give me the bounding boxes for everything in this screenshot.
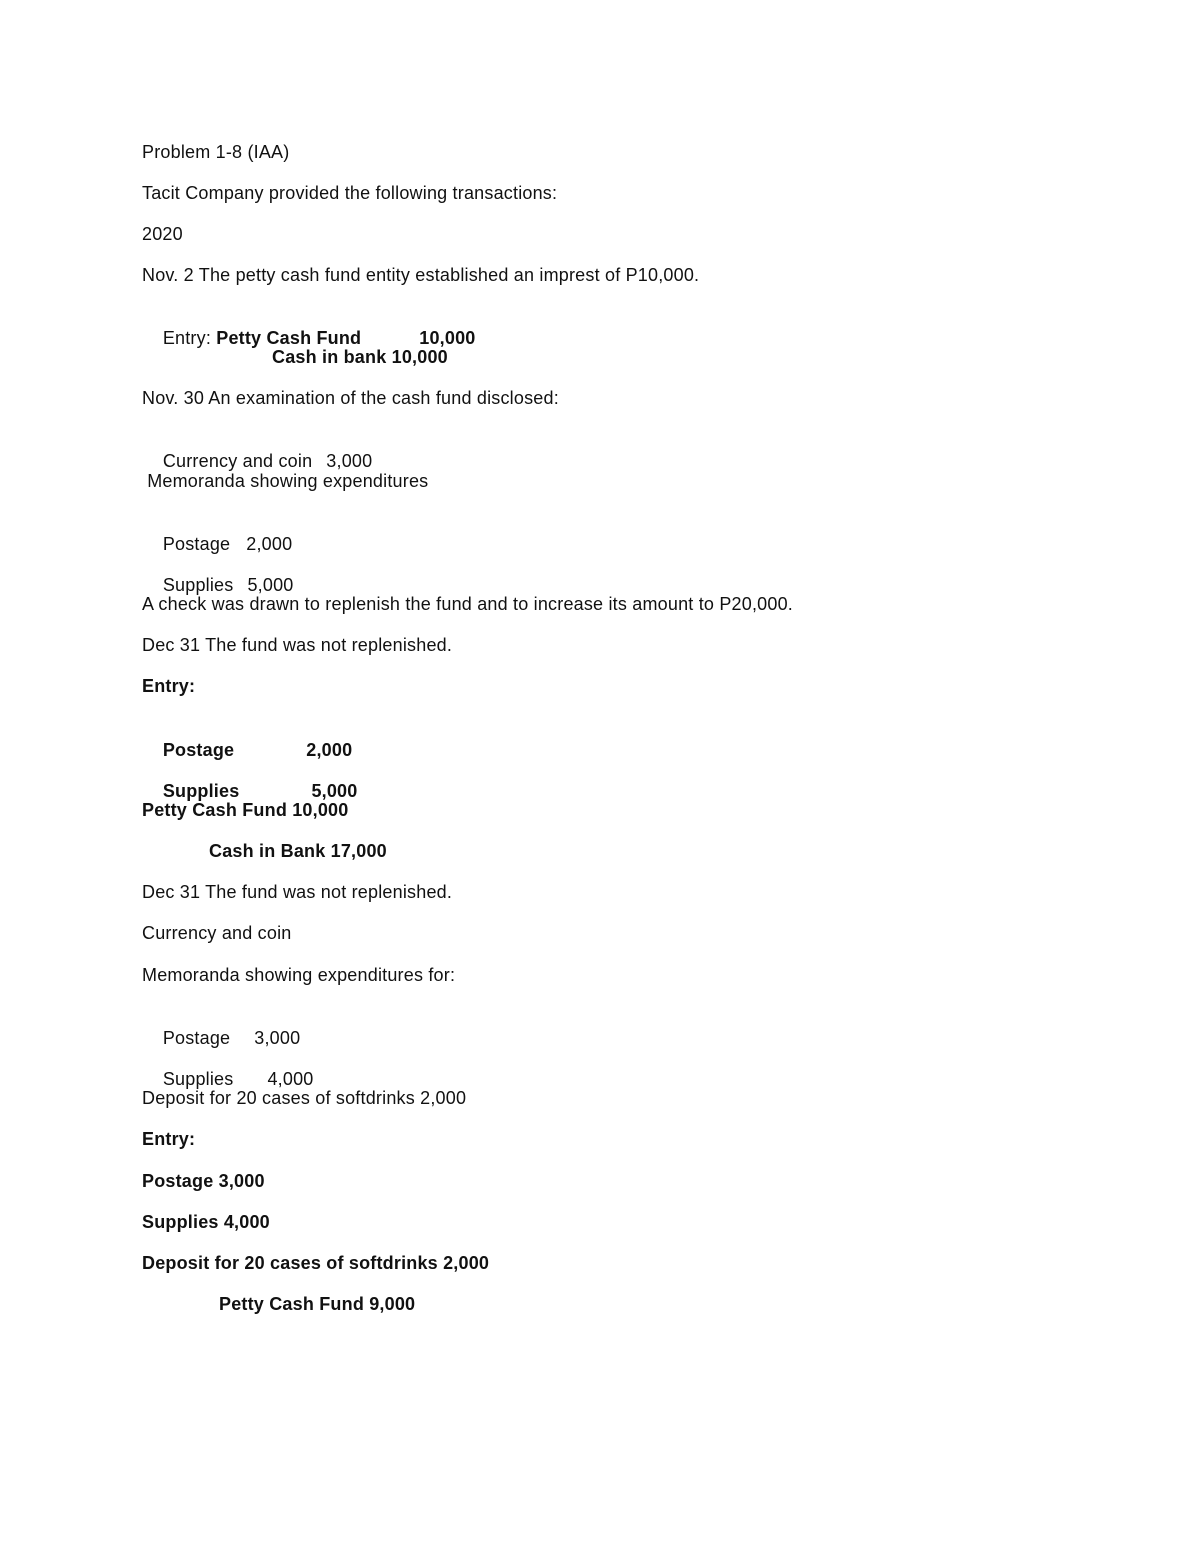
- entry2-credit-line: Cash in Bank 17,000: [209, 841, 387, 861]
- entry3-deposit-line: Deposit for 20 cases of softdrinks 2,000: [142, 1253, 490, 1273]
- memoranda-for-heading: Memoranda showing expenditures for:: [142, 965, 456, 985]
- supplies-label-2: Supplies: [162, 1069, 234, 1089]
- entry3-supplies-line: Supplies 4,000: [142, 1212, 270, 1232]
- deposit-line: Deposit for 20 cases of softdrinks 2,000: [142, 1088, 467, 1108]
- entry2-postage-amount: 2,000: [306, 740, 353, 760]
- postage-amount: 2,000: [246, 534, 293, 554]
- supplies-amount: 5,000: [247, 575, 294, 595]
- entry2-heading: Entry:: [142, 676, 196, 696]
- entry2-supplies-amount: 5,000: [311, 781, 358, 801]
- postage-label: Postage: [162, 534, 231, 554]
- nov2-text: Nov. 2 The petty cash fund entity established an imprest of P10,000.: [142, 265, 700, 285]
- currency-coin-only: Currency and coin: [142, 923, 292, 943]
- entry2-supplies-label: Supplies: [162, 781, 240, 801]
- memoranda-heading: Memoranda showing expenditures: [142, 471, 429, 491]
- dec31-note-2: Dec 31 The fund was not replenished.: [142, 882, 453, 902]
- postage-amount-2: 3,000: [254, 1028, 301, 1048]
- entry1-credit-line: Cash in bank 10,000: [272, 347, 448, 367]
- entry3-postage-line: Postage 3,000: [142, 1171, 265, 1191]
- replenish-note: A check was drawn to replenish the fund and to increase its amount to P20,000.: [142, 594, 793, 614]
- entry3-heading: Entry:: [142, 1129, 196, 1149]
- entry1-debit-account: Petty Cash Fund: [216, 328, 362, 348]
- nov30-text: Nov. 30 An examination of the cash fund disclosed:: [142, 388, 559, 408]
- entry2-postage-label: Postage: [162, 740, 235, 760]
- entry1-prefix: Entry:: [162, 328, 217, 348]
- postage-label-2: Postage: [162, 1028, 231, 1048]
- year-text: 2020: [142, 224, 183, 244]
- entry3-credit-line: Petty Cash Fund 9,000: [219, 1294, 416, 1314]
- supplies-label: Supplies: [162, 575, 234, 595]
- currency-amount: 3,000: [326, 451, 373, 471]
- dec31-note-1: Dec 31 The fund was not replenished.: [142, 635, 453, 655]
- problem-title: Problem 1-8 (IAA): [142, 142, 290, 162]
- entry2-pcf-line: Petty Cash Fund 10,000: [142, 800, 349, 820]
- supplies-amount-2: 4,000: [267, 1069, 314, 1089]
- currency-label: Currency and coin: [162, 451, 313, 471]
- entry1-debit-amount: 10,000: [419, 328, 476, 348]
- intro-text: Tacit Company provided the following transactions:: [142, 183, 558, 203]
